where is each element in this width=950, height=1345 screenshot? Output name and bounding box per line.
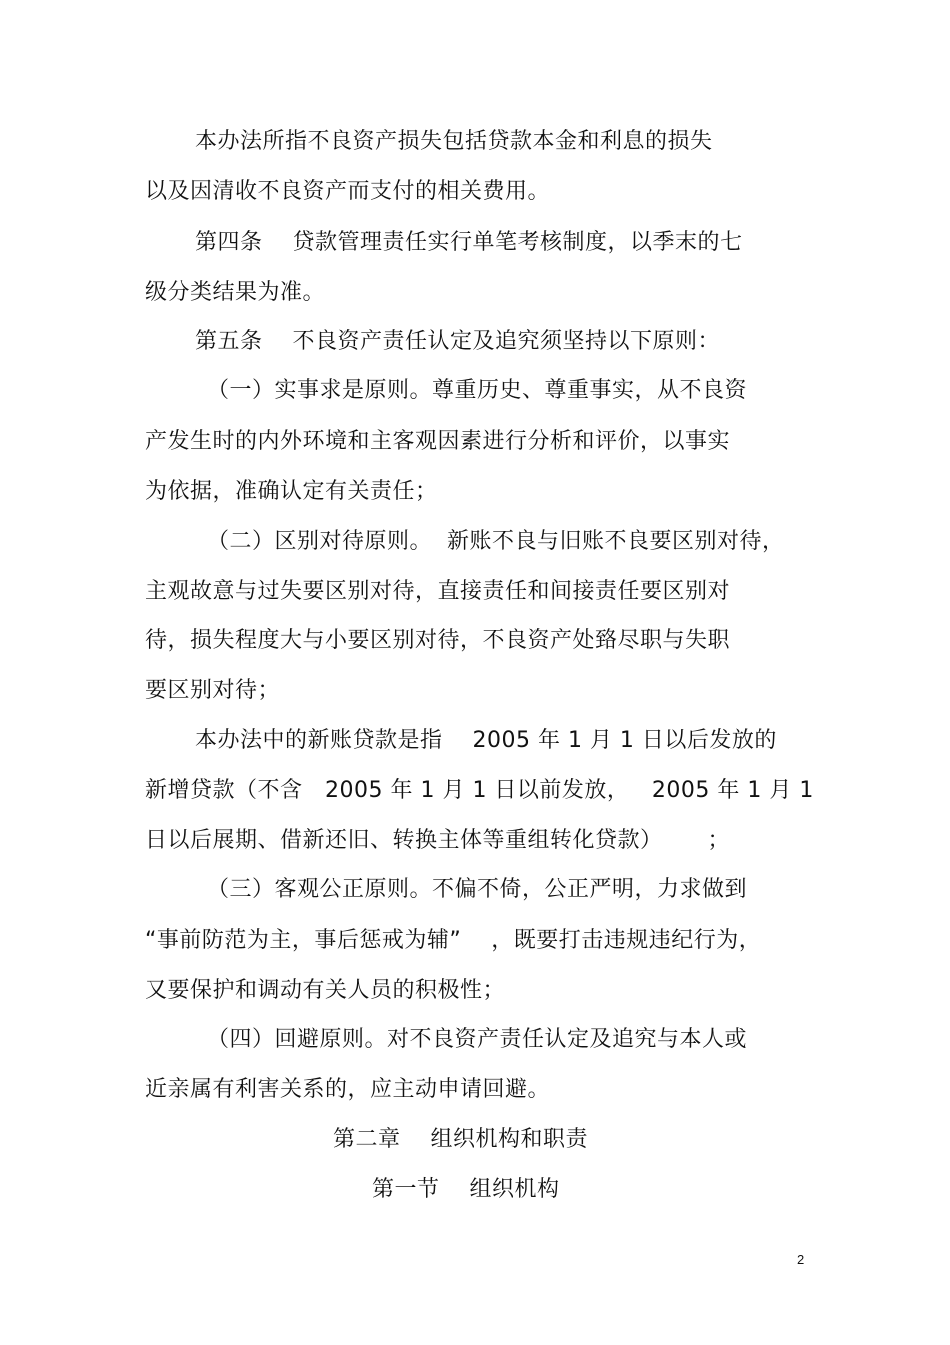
text-line-17: “事前防范为主，事后惩戒为辅” ，既要打击违规违纪行为， bbox=[145, 928, 762, 953]
text-line-13: 本办法中的新账贷款是指 2005 年 1 月 1 日以后发放的 bbox=[195, 728, 777, 753]
text-line-9: （二）区别对待原则。 新账不良与旧账不良要区别对待， bbox=[207, 529, 785, 554]
section-heading: 第一节 组织机构 bbox=[372, 1177, 560, 1202]
text-line-10: 主观故意与过失要区别对待，直接责任和间接责任要区别对 bbox=[145, 579, 731, 604]
text-line-11: 待，损失程度大与小要区别对待，不良资产处臵尽职与失职 bbox=[145, 628, 731, 653]
text-line-5: 第五条 不良资产责任认定及追究须坚持以下原则： bbox=[195, 329, 720, 354]
text-line-8: 为依据，准确认定有关责任； bbox=[145, 479, 438, 504]
text-line-3: 第四条 贷款管理责任实行单笔考核制度，以季末的七 bbox=[195, 230, 743, 255]
text-line-18: 又要保护和调动有关人员的积极性； bbox=[145, 978, 506, 1003]
text-line-2: 以及因清收不良资产而支付的相关费用。 bbox=[145, 179, 551, 204]
text-line-1: 本办法所指不良资产损失包括贷款本金和利息的损失 bbox=[195, 129, 713, 154]
text-line-4: 级分类结果为准。 bbox=[145, 280, 326, 305]
text-line-7: 产发生时的内外环境和主客观因素进行分析和评价，以事实 bbox=[145, 429, 731, 454]
text-line-20: 近亲属有利害关系的，应主动申请回避。 bbox=[145, 1077, 551, 1102]
page-number: 2 bbox=[797, 1252, 805, 1267]
text-line-19: （四）回避原则。对不良资产责任认定及追究与本人或 bbox=[207, 1027, 748, 1052]
text-line-12: 要区别对待； bbox=[145, 678, 281, 703]
text-line-15: 日以后展期、借新还旧、转换主体等重组转化贷款） ； bbox=[145, 828, 730, 853]
chapter-heading: 第二章 组织机构和职责 bbox=[333, 1127, 588, 1152]
text-line-6: （一）实事求是原则。尊重历史、尊重事实，从不良资 bbox=[207, 378, 748, 403]
text-line-14: 新增贷款（不含 2005 年 1 月 1 日以前发放， 2005 年 1 月 1 bbox=[145, 778, 814, 803]
text-line-16: （三）客观公正原则。不偏不倚，公正严明，力求做到 bbox=[207, 877, 748, 902]
